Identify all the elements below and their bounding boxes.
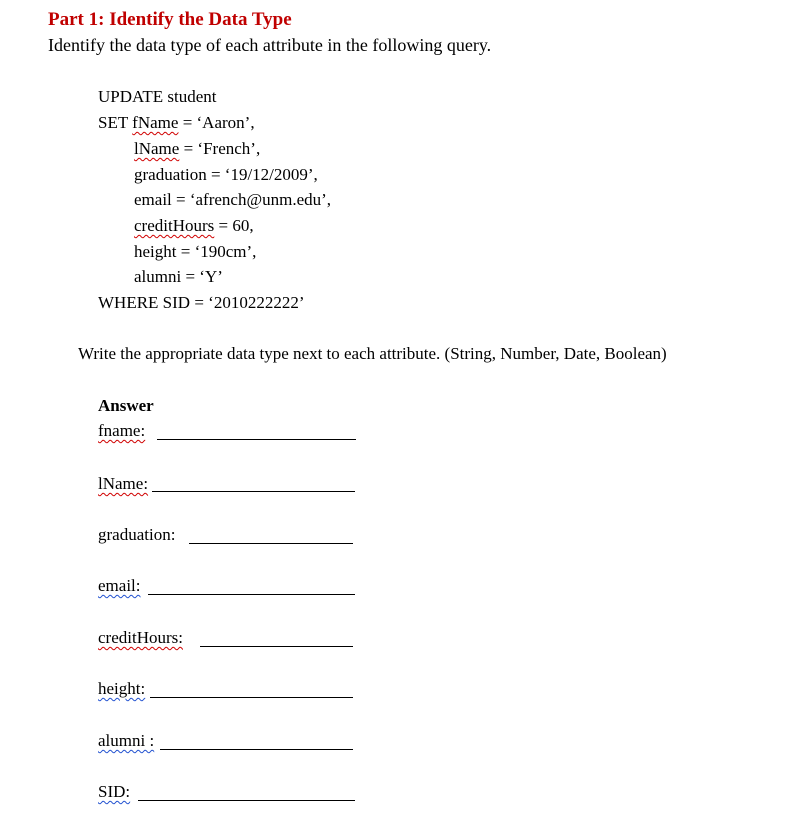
alumni-label: alumni : (98, 731, 155, 750)
credithours-answer-blank[interactable] (200, 646, 353, 647)
query-line-email: email = ‘afrench@unm.edu’, (134, 190, 332, 209)
query-line-credithours (134, 216, 254, 236)
query-line-graduation: graduation = ‘19/12/2009’, (134, 165, 318, 184)
lname-answer-blank[interactable] (152, 491, 355, 492)
credithours-label: creditHours: (98, 628, 183, 647)
lname-label: lName: (98, 474, 149, 493)
graduation-answer-blank[interactable] (189, 543, 353, 544)
email-answer-blank[interactable] (148, 594, 355, 595)
email-label: email: (98, 576, 141, 595)
sid-answer-blank[interactable] (138, 800, 355, 801)
credithours-attribute: creditHours (134, 216, 215, 235)
fname-attribute: fName (132, 113, 179, 132)
instruction-text: Write the appropriate data type next to each attribute. (String, Number, Date, Boolean) (78, 344, 667, 363)
credithours-value: = 60, (214, 216, 254, 235)
query-line-set (98, 113, 255, 133)
query-line-lname (134, 139, 260, 159)
lname-value: = ‘French’, (179, 139, 261, 158)
fname-answer-blank[interactable] (157, 439, 356, 440)
height-answer-blank[interactable] (150, 697, 353, 698)
query-line-update: UPDATE student (98, 87, 217, 106)
query-line-where: WHERE SID = ‘2010222222’ (98, 293, 305, 312)
answer-heading: Answer (98, 396, 154, 415)
graduation-label: graduation: (98, 525, 176, 544)
query-line-height: height = ‘190cm’, (134, 242, 257, 261)
sid-label: SID: (98, 782, 131, 801)
alumni-answer-blank[interactable] (160, 749, 353, 750)
set-keyword: SET (98, 113, 133, 132)
fname-value: = ‘Aaron’, (178, 113, 255, 132)
fname-label: fname: (98, 421, 146, 440)
query-line-alumni: alumni = ‘Y’ (134, 267, 223, 286)
intro-text: Identify the data type of each attribute in the following query. (48, 35, 492, 55)
section-heading: Part 1: Identify the Data Type (48, 9, 292, 30)
height-label: height: (98, 679, 146, 698)
lname-attribute: lName (134, 139, 180, 158)
